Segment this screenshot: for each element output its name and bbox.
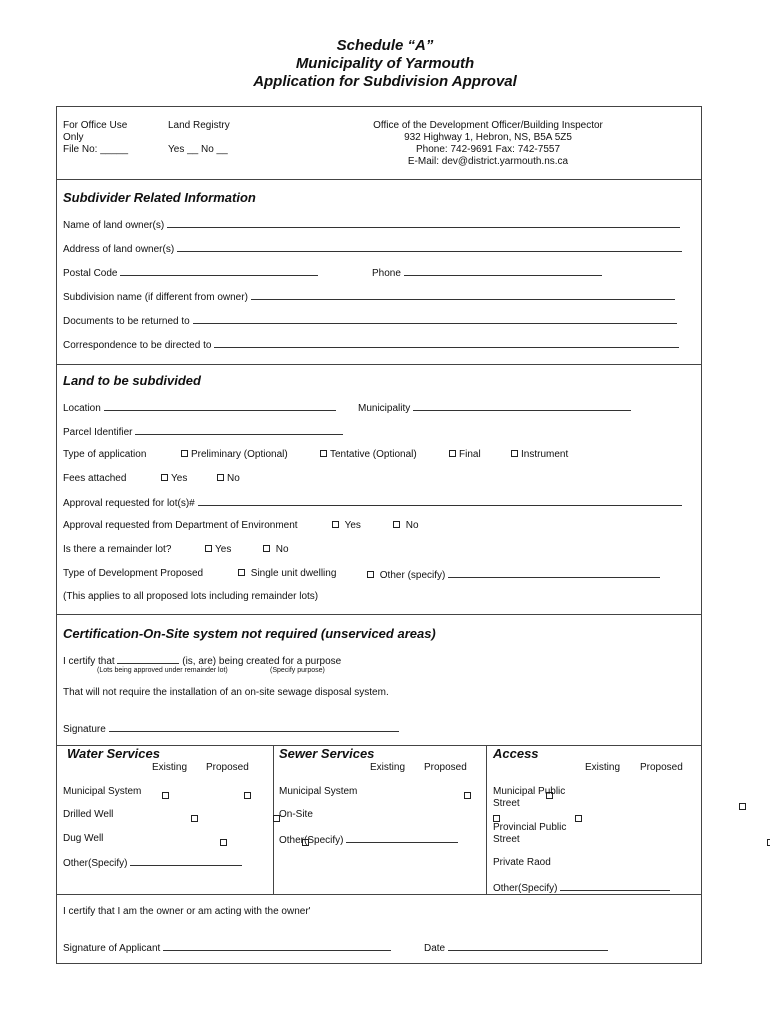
phone-field[interactable] xyxy=(372,266,602,280)
section-cert-heading: Certification-On-Site system not required (unserviced areas) xyxy=(63,626,436,641)
option-tentative[interactable]: Tentative (Optional) xyxy=(320,449,417,461)
type-dev-label: Type of Development Proposed xyxy=(63,568,204,579)
divider-land xyxy=(56,614,702,615)
sewer-other-field[interactable]: Other(Specify) xyxy=(279,833,458,847)
cert-statement: That will not require the installation of an on-site sewage disposal system. xyxy=(63,687,389,698)
owner-address-field[interactable] xyxy=(63,242,682,256)
option-remainder-yes[interactable]: Yes xyxy=(205,544,231,556)
checkbox-remainder-no[interactable] xyxy=(263,545,270,552)
checkbox-water-dug-existing[interactable] xyxy=(220,839,227,846)
option-final[interactable]: Final xyxy=(449,449,481,461)
option-env-yes[interactable]: Yes xyxy=(332,520,361,532)
title-schedule: Schedule “A” xyxy=(336,37,434,54)
date-field[interactable]: Date xyxy=(424,941,608,955)
location-label: Location xyxy=(63,403,101,414)
option-instrument[interactable]: Instrument xyxy=(511,449,568,461)
postal-code-label: Postal Code xyxy=(63,268,118,279)
option-remainder-no[interactable]: No xyxy=(263,544,289,556)
cert-signature-label: Signature xyxy=(63,724,106,735)
municipality-field[interactable] xyxy=(358,401,631,415)
subdivision-name-field[interactable] xyxy=(63,290,675,304)
title-municipality: Municipality of Yarmouth xyxy=(295,55,475,72)
checkbox-instrument[interactable] xyxy=(511,450,518,457)
approval-lots-field[interactable] xyxy=(63,496,682,510)
sewer-row-onsite: On-Site xyxy=(279,809,313,820)
office-name: Office of the Development Officer/Building Inspector xyxy=(373,120,603,131)
access-proposed-header: Proposed xyxy=(640,762,683,773)
approval-lots-label: Approval requested for lot(s)# xyxy=(63,498,195,509)
title-application: Application for Subdivision Approval xyxy=(253,73,517,90)
checkbox-sewer-onsite-proposed[interactable] xyxy=(575,815,582,822)
divider-office xyxy=(56,179,702,180)
divider-subdivider xyxy=(56,364,702,365)
checkbox-env-yes[interactable] xyxy=(332,521,339,528)
water-proposed-header: Proposed xyxy=(206,762,249,773)
land-registry-yes-no[interactable]: Yes __ No __ xyxy=(168,144,228,155)
checkbox-remainder-yes[interactable] xyxy=(205,545,212,552)
access-private: Private Raod xyxy=(493,857,551,868)
option-env-no[interactable]: No xyxy=(393,520,419,532)
checkbox-fees-no[interactable] xyxy=(217,474,224,481)
access-provincial-1: Provincial Public xyxy=(493,822,567,833)
correspondence-field[interactable] xyxy=(63,338,679,352)
municipality-label: Municipality xyxy=(358,403,411,414)
section-subdivider-heading: Subdivider Related Information xyxy=(63,190,256,205)
note-lots: (Lots being approved under remainder lot) xyxy=(97,667,228,674)
access-heading: Access xyxy=(493,746,539,761)
checkbox-preliminary[interactable] xyxy=(181,450,188,457)
sewer-row-municipal: Municipal System xyxy=(279,786,358,797)
certify-line[interactable]: I certify that (is, are) being created for a purpose xyxy=(63,656,342,667)
option-fees-yes[interactable]: Yes xyxy=(161,473,187,485)
type-application-label: Type of application xyxy=(63,449,147,460)
option-single-unit[interactable]: Single unit dwelling xyxy=(238,568,336,580)
checkbox-final[interactable] xyxy=(449,450,456,457)
correspondence-label: Correspondence to be directed to xyxy=(63,340,212,351)
owner-name-label: Name of land owner(s) xyxy=(63,220,165,231)
option-other-dev[interactable]: Other (specify) xyxy=(367,568,660,582)
land-registry-label: Land Registry xyxy=(168,120,230,131)
access-municipal-1: Municipal Public xyxy=(493,786,566,797)
office-phone-fax: Phone: 742-9691 Fax: 742-7557 xyxy=(416,144,560,155)
documents-returned-field[interactable] xyxy=(63,314,677,328)
water-row-municipal: Municipal System xyxy=(63,786,142,797)
checkbox-water-municipal-existing[interactable] xyxy=(162,792,169,799)
access-other-field[interactable]: Other(Specify) xyxy=(493,881,670,895)
checkbox-fees-yes[interactable] xyxy=(161,474,168,481)
cert-signature-field[interactable] xyxy=(63,722,399,736)
office-use-label-1: For Office Use xyxy=(63,120,128,131)
certify-owner: I certify that I am the owner or am acting with the owner' xyxy=(63,906,311,917)
location-field[interactable] xyxy=(63,401,336,415)
office-email: E-Mail: dev@district.yarmouth.ns.ca xyxy=(407,156,569,167)
access-existing-header: Existing xyxy=(585,762,621,773)
office-use-label-2: Only xyxy=(63,132,84,143)
subdivision-name-label: Subdivision name (if different from owner) xyxy=(63,292,248,303)
file-no-field[interactable]: File No: _____ xyxy=(63,144,129,155)
checkbox-other-dev[interactable] xyxy=(367,571,374,578)
water-heading: Water Services xyxy=(67,746,160,761)
checkbox-env-no[interactable] xyxy=(393,521,400,528)
phone-label: Phone xyxy=(372,268,401,279)
owner-name-field[interactable] xyxy=(63,218,680,232)
checkbox-single-unit[interactable] xyxy=(238,569,245,576)
fees-attached-label: Fees attached xyxy=(63,473,127,484)
option-fees-no[interactable]: No xyxy=(217,473,240,485)
sewer-heading: Sewer Services xyxy=(279,746,375,761)
applicant-signature-field[interactable]: Signature of Applicant xyxy=(63,941,391,955)
access-municipal-2: Street xyxy=(493,798,520,809)
option-preliminary[interactable]: Preliminary (Optional) xyxy=(181,449,288,461)
checkbox-sewer-municipal-existing[interactable] xyxy=(464,792,471,799)
access-provincial-2: Street xyxy=(493,834,520,845)
applies-note: (This applies to all proposed lots including remainder lots) xyxy=(63,591,319,602)
documents-returned-label: Documents to be returned to xyxy=(63,316,190,327)
checkbox-water-municipal-proposed[interactable] xyxy=(244,792,251,799)
sewer-proposed-header: Proposed xyxy=(424,762,467,773)
note-purpose: (Specify purpose) xyxy=(270,667,325,674)
parcel-field[interactable] xyxy=(63,425,343,439)
water-row-drilled: Drilled Well xyxy=(63,809,114,820)
water-existing-header: Existing xyxy=(152,762,188,773)
remainder-label: Is there a remainder lot? xyxy=(63,544,172,555)
checkbox-water-drilled-existing[interactable] xyxy=(191,815,198,822)
owner-address-label: Address of land owner(s) xyxy=(63,244,175,255)
water-row-dug: Dug Well xyxy=(63,833,104,844)
checkbox-tentative[interactable] xyxy=(320,450,327,457)
parcel-label: Parcel Identifier xyxy=(63,427,133,438)
water-other-field[interactable]: Other(Specify) xyxy=(63,856,242,870)
office-address: 932 Highway 1, Hebron, NS, B5A 5Z5 xyxy=(404,132,572,143)
approval-env-label: Approval requested from Department of Environment xyxy=(63,520,298,531)
section-land-heading: Land to be subdivided xyxy=(63,373,201,388)
divider-sewer-access xyxy=(486,745,487,894)
postal-code-field[interactable] xyxy=(63,266,318,280)
checkbox-access-municipal-existing[interactable] xyxy=(739,803,746,810)
sewer-existing-header: Existing xyxy=(370,762,406,773)
